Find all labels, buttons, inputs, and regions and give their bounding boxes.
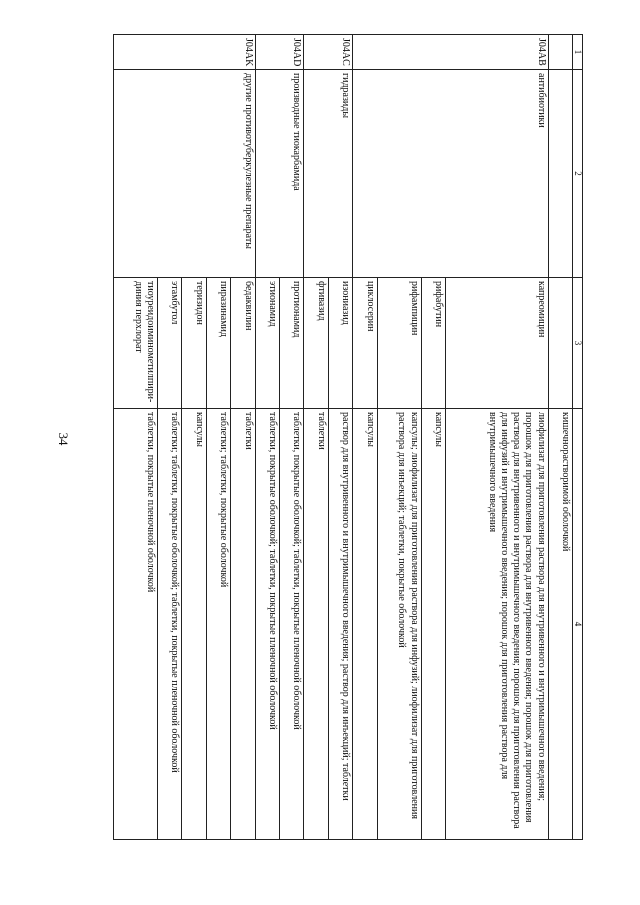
table-row — [328, 35, 352, 840]
drug-name-cell: этионамид — [255, 278, 279, 409]
drug-name-cell: тиоуреидоиминометилпири-диния перхлорат — [114, 278, 158, 409]
group-name-cell: другие противотуберкулезные препараты — [114, 70, 256, 278]
dosage-form-cell: раствор для внутривенного и внутримышечного введения; раствор для инъекций; таблетки — [328, 409, 352, 840]
dosage-form-cell: капсулы — [421, 409, 445, 840]
empty-cell — [548, 70, 572, 278]
dosage-form-cell: таблетки, покрытые пленочной оболочкой — [114, 409, 158, 840]
dosage-form-cell: таблетки, покрытые оболочкой; таблетки, покрытые пленочной оболочкой — [280, 409, 304, 840]
drug-name-cell: этамбутол — [158, 278, 182, 409]
header-col-2: 2 — [573, 70, 583, 278]
drug-name-cell: изониазид — [328, 278, 352, 409]
header-col-4: 4 — [573, 409, 583, 840]
header-col-3: 3 — [573, 278, 583, 409]
empty-cell — [548, 35, 572, 70]
drug-name-cell: пиразинамид — [206, 278, 230, 409]
drug-name-cell: протионамид — [280, 278, 304, 409]
rotated-table-page — [113, 34, 583, 839]
drug-name-cell: рифабутин — [421, 278, 445, 409]
drug-name-cell: рифампицин — [377, 278, 421, 409]
dosage-form-cell: таблетки — [304, 409, 328, 840]
drug-name-cell: циклосерин — [353, 278, 377, 409]
atc-code-cell: J04AK — [114, 35, 256, 70]
group-name-cell: производные тиокарбамида — [255, 70, 304, 278]
dosage-form-cell: таблетки; таблетки, покрытые оболочкой; таблетки, покрытые пленочной оболочкой — [158, 409, 182, 840]
header-row — [573, 35, 583, 840]
dosage-form-cell: капсулы — [353, 409, 377, 840]
header-col-1: 1 — [573, 35, 583, 70]
page-number: 34 — [56, 432, 71, 446]
dosage-form-cell: таблетки — [231, 409, 255, 840]
group-name-cell: антибиотики — [353, 70, 548, 278]
atc-code-cell: J04AD — [255, 35, 304, 70]
dosage-form-cell: кишечнорастворимой оболочкой — [548, 409, 572, 840]
dosage-form-cell: таблетки; таблетки, покрытые оболочкой — [206, 409, 230, 840]
drug-name-cell: теризидон — [182, 278, 206, 409]
table-body — [114, 35, 573, 840]
table-row — [280, 35, 304, 840]
drug-name-cell: фтивазид — [304, 278, 328, 409]
drug-name-cell: бедаквилин — [231, 278, 255, 409]
continuation-row — [548, 35, 572, 840]
group-name-cell: гидразиды — [304, 70, 353, 278]
empty-cell — [548, 278, 572, 409]
atc-code-cell: J04AC — [304, 35, 353, 70]
table-row — [445, 35, 548, 840]
dosage-form-cell: таблетки, покрытые оболочкой; таблетки, покрытые пленочной оболочкой — [255, 409, 279, 840]
dosage-form-cell: лиофилизат для приготовления раствора для внутривенного и внутримышечного введения; порошок для приготовления раствора для внутривенного введения; порошок для приготовления раствора для внутривенного и внутримышечного введения; порошок для приготовления раствора для инфузий и внутримышечного введения; порошок для приготовления раствора для внутримышечного введения — [445, 409, 548, 840]
dosage-form-cell: капсулы; лиофилизат для приготовления раствора для инфузий; лиофилизат для приготовления раствора для инъекций; таблетки, покрытые оболочкой — [377, 409, 421, 840]
atc-code-cell: J04AB — [353, 35, 548, 70]
drug-name-cell: капреомицин — [445, 278, 548, 409]
drug-table — [113, 34, 583, 840]
dosage-form-cell: капсулы — [182, 409, 206, 840]
table-row — [231, 35, 255, 840]
